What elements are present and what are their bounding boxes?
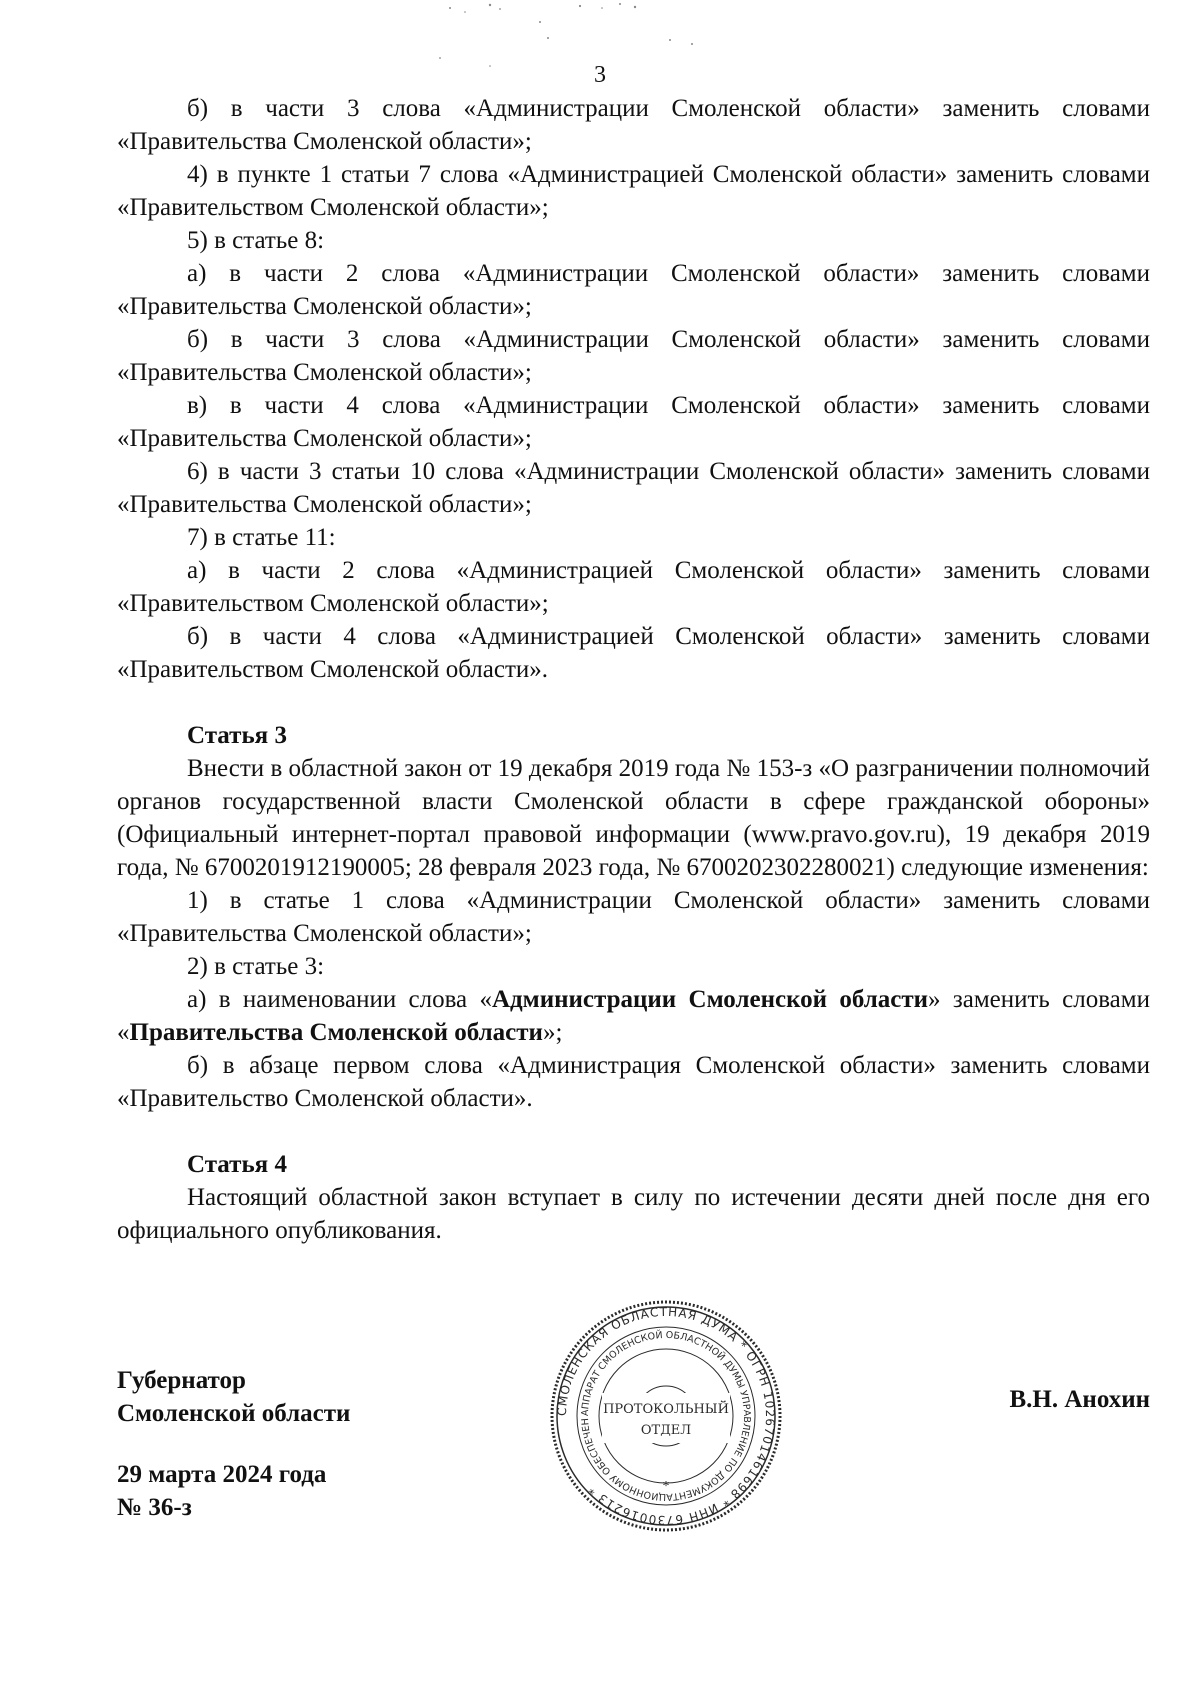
list-item: б) в части 3 слова «Администрации Смоленской области» заменить словами «Правительства Смоленской области»; (117, 326, 1150, 386)
official-seal (550, 1300, 782, 1532)
text-fragment: »; (542, 1019, 563, 1046)
list-item: б) в части 4 слова «Администрацией Смоленской области» заменить словами «Правительством Смоленской области». (117, 623, 1150, 683)
article-3-heading: Статья 3 (187, 722, 287, 749)
signatory-title (117, 1364, 350, 1430)
signatory-title-line: Губернатор (117, 1367, 246, 1394)
law-date-number (117, 1458, 326, 1524)
document-body (117, 92, 1150, 1247)
article-3-intro: Внести в областной закон от 19 декабря 2019 года № 153-з «О разграничении полномочий органов государственной власти Смоленской области в сфере гражданской обороны» (Официальный интернет-портал правовой информации (www.pravo.gov.ru), 19 декабря 2019 года, № 6700201912190005; 28 февраля 2023 года, № 6700202302280021) следующие изменения: (117, 755, 1150, 881)
list-item: б) в части 3 слова «Администрации Смоленской области» заменить словами «Правительства Смоленской области»; (117, 95, 1150, 155)
list-item: 7) в статье 11: (187, 524, 336, 551)
text-fragment: а) в наименовании слова « (187, 986, 492, 1013)
signatory-title-line: Смоленской области (117, 1400, 351, 1427)
list-item: 1) в статье 1 слова «Администрации Смоленской области» заменить словами «Правительства Смоленской области»; (117, 887, 1150, 947)
list-item: а) в части 2 слова «Администрации Смоленской области» заменить словами «Правительства Смоленской области»; (117, 260, 1150, 320)
seal-outer-text: СМОЛЕНСКАЯ ОБЛАСТНАЯ ДУМА * ОГРН 1026701461698 * ИНН 6730016213 * (554, 1304, 778, 1528)
list-item: 6) в части 3 статьи 10 слова «Администрации Смоленской области» заменить словами «Правительства Смоленской области»; (117, 458, 1150, 518)
page-number: 3 (594, 62, 606, 88)
list-item: 5) в статье 8: (187, 227, 325, 254)
article-4-heading: Статья 4 (187, 1151, 287, 1178)
bold-fragment: Правительства Смоленской области (129, 1019, 543, 1046)
list-item: 4) в пункте 1 статьи 7 слова «Администрацией Смоленской области» заменить словами «Правительством Смоленской области»; (117, 161, 1150, 221)
list-item: б) в абзаце первом слова «Администрация Смоленской области» заменить словами «Правительство Смоленской области». (117, 1052, 1150, 1112)
scan-specks (430, 0, 790, 70)
law-number: № 36-з (117, 1494, 192, 1521)
list-item (117, 983, 1150, 1049)
article-4-text: Настоящий областной закон вступает в силу по истечении десяти дней после дня его официального опубликования. (117, 1184, 1150, 1244)
law-date: 29 марта 2024 года (117, 1461, 327, 1488)
list-item: 2) в статье 3: (187, 953, 325, 980)
bold-fragment: Администрации Смоленской области (491, 986, 929, 1013)
seal-center-line2: ОТДЕЛ (640, 1423, 692, 1438)
list-item: в) в части 4 слова «Администрации Смоленской области» заменить словами «Правительства Смоленской области»; (117, 392, 1150, 452)
signatory-name: В.Н. Анохин (1009, 1386, 1150, 1413)
list-item: а) в части 2 слова «Администрацией Смоленской области» заменить словами «Правительством Смоленской области»; (117, 557, 1150, 617)
seal-center-line1: ПРОТОКОЛЬНЫЙ (603, 1402, 729, 1417)
seal-star-icon: * (662, 1479, 670, 1494)
text-fragment: » заменить словами « (117, 986, 1150, 1046)
seal-inner-text: АППАРАТ СМОЛЕНСКОЙ ОБЛАСТНОЙ ДУМЫ УПРАВЛЕНИЕ ПО ДОКУМЕНТАЦИОННОМУ ОБЕСПЕЧЕН (579, 1329, 753, 1503)
